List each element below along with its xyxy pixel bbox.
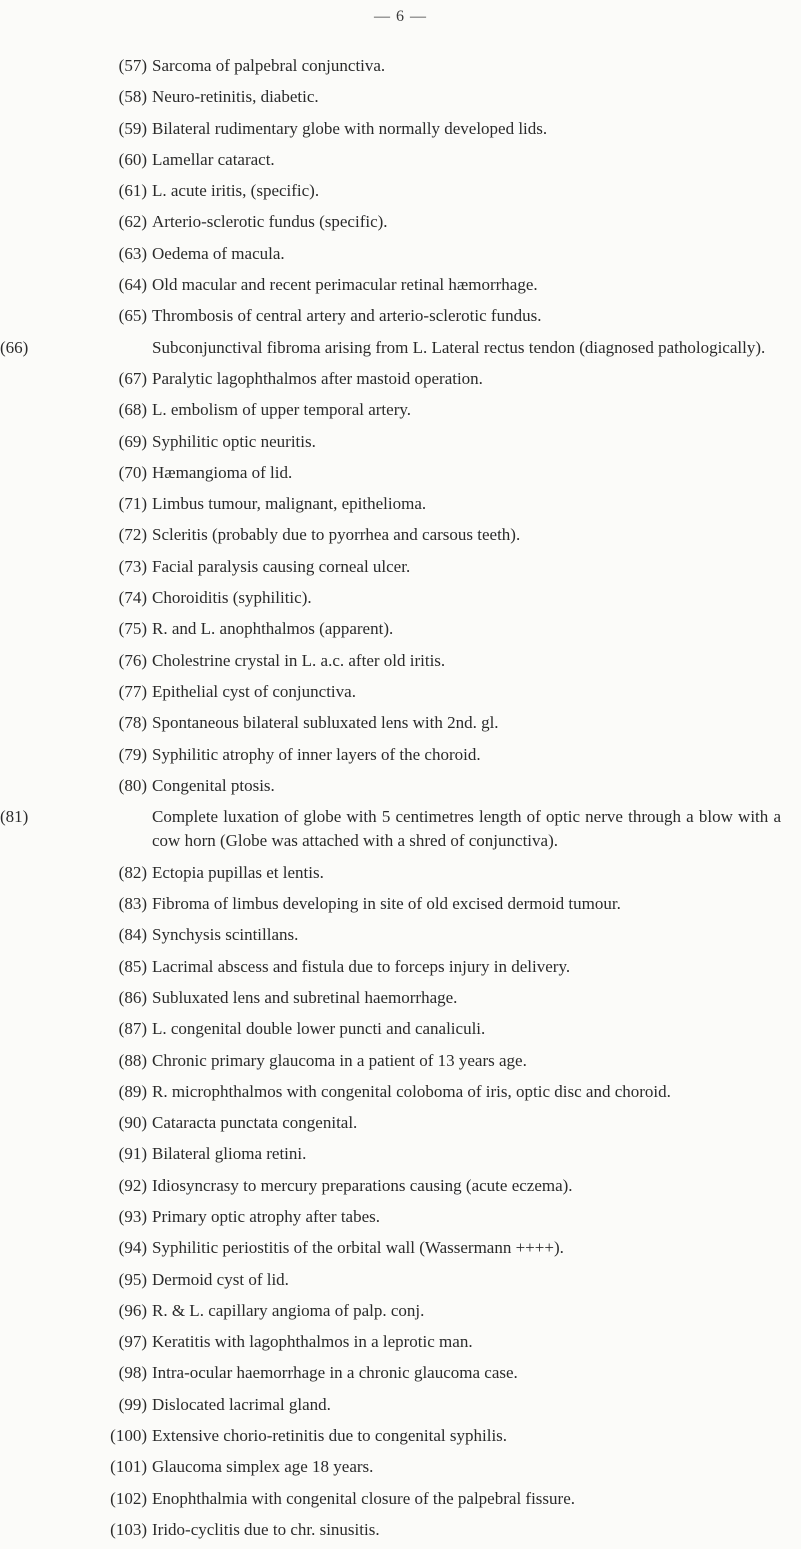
item-text: L. congenital double lower puncti and canaliculi. xyxy=(152,1019,486,1039)
list-item xyxy=(0,1049,801,1073)
item-text: Irido-cyclitis due to chr. sinusitis. xyxy=(152,1519,380,1539)
list-item xyxy=(0,117,801,141)
item-text: Neuro-retinitis, diabetic. xyxy=(152,87,319,107)
list-item xyxy=(0,242,801,266)
item-number: (73) xyxy=(118,556,147,576)
item-number: (86) xyxy=(118,987,147,1007)
item-number: (77) xyxy=(118,681,147,701)
list-item xyxy=(0,955,801,979)
list-item xyxy=(0,273,801,297)
item-text: Paralytic lagophthalmos after mastoid operation. xyxy=(152,368,483,388)
item-text: Intra-ocular haemorrhage in a chronic glaucoma case. xyxy=(152,1363,518,1383)
item-number: (83) xyxy=(118,894,147,914)
item-text: Limbus tumour, malignant, epithelioma. xyxy=(152,494,427,514)
list-item xyxy=(0,1080,801,1104)
item-number: (90) xyxy=(118,1113,147,1133)
item-text: Thrombosis of central artery and arterio-sclerotic fundus. xyxy=(152,306,542,326)
item-number: (78) xyxy=(118,713,147,733)
list-item xyxy=(0,1330,801,1354)
list-item xyxy=(0,1361,801,1385)
list-item xyxy=(0,1268,801,1292)
item-text: Arterio-sclerotic fundus (specific). xyxy=(152,212,388,232)
list-item xyxy=(0,743,801,767)
list-item xyxy=(0,1017,801,1041)
list-item xyxy=(0,1424,801,1448)
list-item xyxy=(0,711,801,735)
list-item xyxy=(0,1236,801,1260)
list-item xyxy=(0,210,801,234)
item-number: (85) xyxy=(118,956,147,976)
list-item xyxy=(0,555,801,579)
item-number: (98) xyxy=(118,1363,147,1383)
item-number: (63) xyxy=(118,243,147,263)
item-number: (81) xyxy=(0,807,29,827)
item-text: Scleritis (probably due to pyorrhea and carsous teeth). xyxy=(152,525,521,545)
list-item xyxy=(0,617,801,641)
list-item xyxy=(0,523,801,547)
item-text: Glaucoma simplex age 18 years. xyxy=(152,1457,374,1477)
item-number: (75) xyxy=(118,619,147,639)
item-number: (87) xyxy=(118,1019,147,1039)
list-item xyxy=(0,1205,801,1229)
list-item xyxy=(0,1174,801,1198)
item-text: Dislocated lacrimal gland. xyxy=(152,1394,331,1414)
item-number: (66) xyxy=(0,337,29,357)
item-number: (99) xyxy=(118,1394,147,1414)
item-text: Keratitis with lagophthalmos in a leprotic man. xyxy=(152,1332,473,1352)
item-number: (69) xyxy=(118,431,147,451)
list-item xyxy=(0,336,801,360)
item-number: (72) xyxy=(118,525,147,545)
item-number: (65) xyxy=(118,306,147,326)
list-item xyxy=(0,367,801,391)
item-number: (64) xyxy=(118,275,147,295)
item-number: (92) xyxy=(118,1175,147,1195)
item-text: Dermoid cyst of lid. xyxy=(152,1269,289,1289)
item-text: Syphilitic optic neuritis. xyxy=(152,431,316,451)
item-text: Choroiditis (syphilitic). xyxy=(152,588,312,608)
item-text: Facial paralysis causing corneal ulcer. xyxy=(152,556,411,576)
item-text: Spontaneous bilateral subluxated lens with 2nd. gl. xyxy=(152,713,499,733)
list-item xyxy=(0,1299,801,1323)
list-item xyxy=(0,492,801,516)
list-item xyxy=(0,892,801,916)
list-item xyxy=(0,680,801,704)
item-number: (94) xyxy=(118,1238,147,1258)
item-text: Congenital ptosis. xyxy=(152,775,275,795)
page-number: — 6 — xyxy=(374,8,427,25)
item-number: (57) xyxy=(118,56,147,75)
item-number: (82) xyxy=(118,862,147,882)
item-number: (76) xyxy=(118,650,147,670)
item-text: Cataracta punctata congenital. xyxy=(152,1113,358,1133)
list-item xyxy=(0,923,801,947)
list-item xyxy=(0,461,801,485)
item-text: Fibroma of limbus developing in site of old excised dermoid tumour. xyxy=(152,894,621,914)
item-text: Sarcoma of palpebral conjunctiva. xyxy=(152,56,386,75)
item-number: (71) xyxy=(118,494,147,514)
list-item xyxy=(0,430,801,454)
list-item xyxy=(0,805,801,854)
item-text: Oedema of macula. xyxy=(152,243,285,263)
item-number: (59) xyxy=(118,118,147,138)
list-item xyxy=(0,54,801,78)
item-text: Lamellar cataract. xyxy=(152,149,275,169)
item-number: (68) xyxy=(118,400,147,420)
item-number: (70) xyxy=(118,462,147,482)
item-text: L. acute iritis, (specific). xyxy=(152,181,320,201)
list-item xyxy=(0,1111,801,1135)
item-text: R. and L. anophthalmos (apparent). xyxy=(152,619,394,639)
item-number: (103) xyxy=(110,1519,147,1539)
item-number: (60) xyxy=(118,149,147,169)
item-number: (97) xyxy=(118,1332,147,1352)
list-item xyxy=(0,1142,801,1166)
item-number: (101) xyxy=(110,1457,147,1477)
list-item xyxy=(0,1487,801,1511)
item-number: (61) xyxy=(118,181,147,201)
item-text: Subluxated lens and subretinal haemorrhage. xyxy=(152,987,458,1007)
item-number: (102) xyxy=(110,1488,147,1508)
list-item xyxy=(0,85,801,109)
list-item xyxy=(0,774,801,798)
list-item xyxy=(0,586,801,610)
list-item xyxy=(0,179,801,203)
list-item xyxy=(0,1518,801,1542)
item-text: Primary optic atrophy after tabes. xyxy=(152,1206,381,1226)
item-text: Cholestrine crystal in L. a.c. after old iritis. xyxy=(152,650,446,670)
item-number: (93) xyxy=(118,1206,147,1226)
item-number: (91) xyxy=(118,1144,147,1164)
item-text: Chronic primary glaucoma in a patient of 13 years age. xyxy=(152,1050,527,1070)
list-item xyxy=(0,1455,801,1479)
item-text: Hæmangioma of lid. xyxy=(152,462,293,482)
item-number: (84) xyxy=(118,925,147,945)
item-text: Bilateral rudimentary globe with normally developed lids. xyxy=(152,118,548,138)
item-number: (79) xyxy=(118,744,147,764)
case-list xyxy=(0,54,801,1549)
list-item xyxy=(0,649,801,673)
item-text: R. & L. capillary angioma of palp. conj. xyxy=(152,1300,425,1320)
item-number: (89) xyxy=(118,1081,147,1101)
item-text: Old macular and recent perimacular retinal hæmorrhage. xyxy=(152,275,538,295)
item-text: Idiosyncrasy to mercury preparations causing (acute eczema). xyxy=(152,1175,573,1195)
item-number: (88) xyxy=(118,1050,147,1070)
item-number: (58) xyxy=(118,87,147,107)
item-number: (100) xyxy=(110,1426,147,1446)
item-text: Synchysis scintillans. xyxy=(152,925,299,945)
item-text: Bilateral glioma retini. xyxy=(152,1144,307,1164)
list-item xyxy=(0,1393,801,1417)
item-number: (67) xyxy=(118,368,147,388)
item-text: Ectopia pupillas et lentis. xyxy=(152,862,324,882)
list-item xyxy=(0,861,801,885)
item-text: Epithelial cyst of conjunctiva. xyxy=(152,681,356,701)
item-text: Syphilitic periostitis of the orbital wall (Wassermann ++++). xyxy=(152,1238,564,1258)
item-number: (80) xyxy=(118,775,147,795)
item-text: Lacrimal abscess and fistula due to forceps injury in delivery. xyxy=(152,956,571,976)
list-item xyxy=(0,398,801,422)
item-number: (95) xyxy=(118,1269,147,1289)
item-text: R. microphthalmos with congenital coloboma of iris, optic disc and choroid. xyxy=(152,1081,671,1101)
list-item xyxy=(0,148,801,172)
item-number: (74) xyxy=(118,588,147,608)
item-text: Subconjunctival fibroma arising from L. Lateral rectus tendon (diagnosed pathologically). xyxy=(152,337,766,357)
item-text: Complete luxation of globe with 5 centimetres length of optic nerve through a blow with a cow horn (Globe was attached with a shred of conjunctiva). xyxy=(152,807,781,851)
list-item xyxy=(0,304,801,328)
item-text: L. embolism of upper temporal artery. xyxy=(152,400,412,420)
item-number: (96) xyxy=(118,1300,147,1320)
item-text: Syphilitic atrophy of inner layers of the choroid. xyxy=(152,744,481,764)
item-text: Enophthalmia with congenital closure of the palpebral fissure. xyxy=(152,1488,575,1508)
item-text: Extensive chorio-retinitis due to congenital syphilis. xyxy=(152,1426,508,1446)
item-number: (62) xyxy=(118,212,147,232)
list-item xyxy=(0,986,801,1010)
